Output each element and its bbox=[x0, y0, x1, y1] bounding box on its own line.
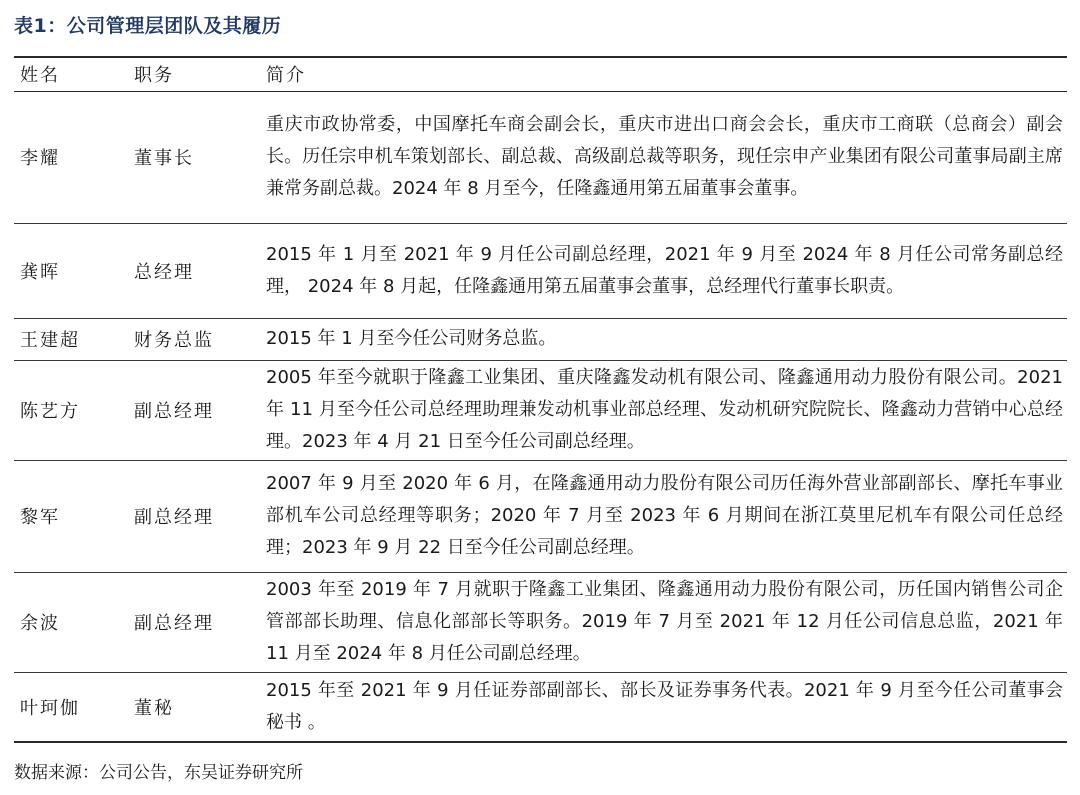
cell-role: 财务总监 bbox=[128, 318, 256, 360]
table-row bbox=[14, 223, 1067, 318]
cell-role: 副总经理 bbox=[128, 460, 256, 572]
table-row bbox=[14, 360, 1067, 460]
source-note: 数据来源：公司公告，东吴证券研究所 bbox=[14, 763, 303, 783]
cell-name: 余波 bbox=[14, 572, 128, 672]
cell-intro: 2003 年至 2019 年 7 月就职于隆鑫工业集团、隆鑫通用动力股份有限公司，历任国内销售公司企管部部长助理、信息化部部长等职务。2019 年 7 月至 2021 年 12 月任公司信息总监，2021 年 11 月至 2024 年 8 月任公司副总经理。 bbox=[256, 572, 1067, 672]
header-role: 职务 bbox=[128, 57, 256, 91]
cell-intro: 2015 年 1 月至 2021 年 9 月任公司副总经理，2021 年 9 月至 2024 年 8 月任公司常务副总经理， 2024 年 8 月起，任隆鑫通用第五届董事会董事，总经理代行董事长职责。 bbox=[256, 223, 1067, 318]
cell-role: 总经理 bbox=[128, 223, 256, 318]
cell-role: 副总经理 bbox=[128, 360, 256, 460]
table-row bbox=[14, 318, 1067, 360]
table-title: 表1：公司管理层团队及其履历 bbox=[14, 15, 282, 37]
cell-intro: 2005 年至今就职于隆鑫工业集团、重庆隆鑫发动机有限公司、隆鑫通用动力股份有限公司。2021 年 11 月至今任公司总经理助理兼发动机事业部总经理、发动机研究院院长、隆鑫动力营销中心总经理。2023 年 4 月 21 日至今任公司副总经理。 bbox=[256, 360, 1067, 460]
table-row bbox=[14, 460, 1067, 572]
table-header-row bbox=[14, 57, 1067, 91]
cell-name: 黎军 bbox=[14, 460, 128, 572]
management-table bbox=[14, 56, 1067, 743]
table-row bbox=[14, 572, 1067, 672]
cell-name: 叶珂伽 bbox=[14, 672, 128, 742]
cell-name: 龚晖 bbox=[14, 223, 128, 318]
cell-intro: 2015 年至 2021 年 9 月任证券部副部长、部长及证券事务代表。2021 年 9 月至今任公司董事会秘书 。 bbox=[256, 672, 1067, 742]
cell-intro: 2015 年 1 月至今任公司财务总监。 bbox=[256, 318, 1067, 360]
cell-role: 董事长 bbox=[128, 91, 256, 223]
table-row bbox=[14, 91, 1067, 223]
header-intro: 简介 bbox=[256, 57, 1067, 91]
table-row bbox=[14, 672, 1067, 742]
cell-role: 副总经理 bbox=[128, 572, 256, 672]
header-name: 姓名 bbox=[14, 57, 128, 91]
cell-role: 董秘 bbox=[128, 672, 256, 742]
cell-intro: 重庆市政协常委，中国摩托车商会副会长，重庆市进出口商会会长，重庆市工商联（总商会）副会长。历任宗申机车策划部长、副总裁、高级副总裁等职务，现任宗申产业集团有限公司董事局副主席兼常务副总裁。2024 年 8 月至今，任隆鑫通用第五届董事会董事。 bbox=[256, 91, 1067, 223]
cell-name: 李耀 bbox=[14, 91, 128, 223]
cell-name: 陈艺方 bbox=[14, 360, 128, 460]
cell-name: 王建超 bbox=[14, 318, 128, 360]
cell-intro: 2007 年 9 月至 2020 年 6 月，在隆鑫通用动力股份有限公司历任海外营业部副部长、摩托车事业部机车公司总经理等职务；2020 年 7 月至 2023 年 6 月期间在浙江莫里尼机车有限公司任总经理；2023 年 9 月 22 日至今任公司副总经理。 bbox=[256, 460, 1067, 572]
